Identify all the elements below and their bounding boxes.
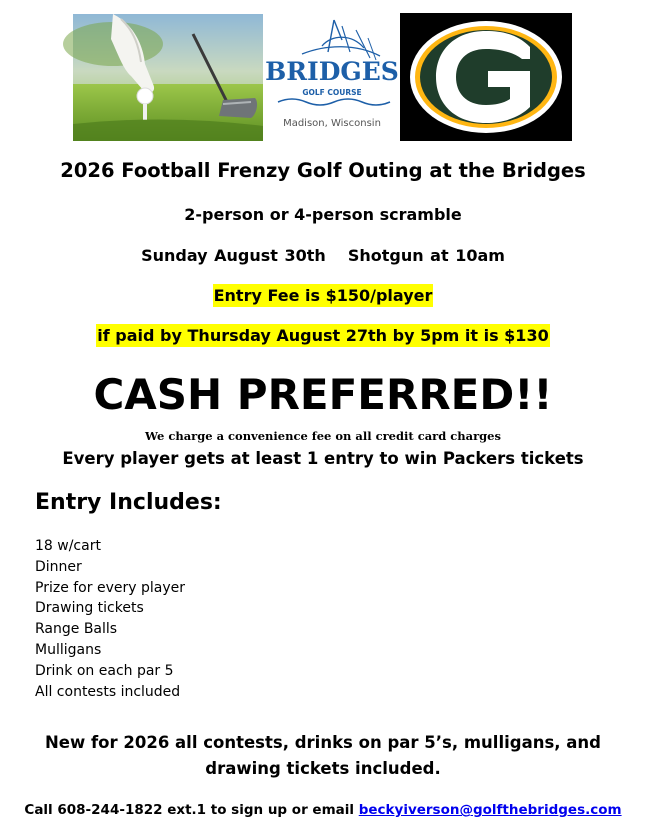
packers-g-logo-icon <box>400 13 572 141</box>
contact-line <box>0 802 646 818</box>
golf-club-ball-tee-photo-icon <box>73 14 263 141</box>
list-item: Prize for every player <box>35 579 185 596</box>
list-item: All contests included <box>35 683 181 700</box>
packers-tickets-note: Every player gets at least 1 entry to win Packers tickets <box>62 449 584 468</box>
early-fee-highlight: if paid by Thursday August 27th by 5pm it is $130 <box>97 326 549 345</box>
golf-photo <box>73 14 263 141</box>
list-item: 18 w/cart <box>35 538 101 554</box>
contact-email-link[interactable]: beckyiverson@golfthebridges.com <box>358 802 622 818</box>
entry-fee <box>0 286 646 305</box>
cash-preferred: CASH PREFERRED!! <box>93 370 553 419</box>
bridges-logo-sub: GOLF COURSE <box>302 88 362 97</box>
list-item: Dinner <box>35 558 82 575</box>
new-note-line2: drawing tickets included. <box>205 759 441 778</box>
entry-fee-highlight: Entry Fee is $150/player <box>213 286 433 305</box>
credit-card-note: We charge a convenience fee on all credit card charges <box>145 429 501 443</box>
bridges-golf-course-logo <box>265 16 399 140</box>
list-item: Drink on each par 5 <box>35 662 174 679</box>
event-date: Sunday August 30th <box>141 246 326 265</box>
contact-text: Call 608-244-1822 ext.1 to sign up or email <box>24 802 359 818</box>
includes-heading: Entry Includes: <box>35 490 222 515</box>
new-for-2026-note <box>0 730 646 782</box>
list-item: Range Balls <box>35 621 118 638</box>
list-item: Drawing tickets <box>35 600 144 617</box>
includes-list <box>35 536 185 702</box>
new-note-line1: New for 2026 all contests, drinks on par 5’s, mulligans, and <box>45 733 601 752</box>
bridges-logo-name: BRIDGES <box>265 57 399 86</box>
packers-logo <box>400 13 572 141</box>
event-shotgun: Shotgun at 10am <box>347 246 505 265</box>
event-date-line <box>0 246 646 265</box>
early-fee <box>0 326 646 345</box>
event-format: 2-person or 4-person scramble <box>184 205 462 224</box>
list-item: Mulligans <box>35 641 102 658</box>
event-title: 2026 Football Frenzy Golf Outing at the Bridges <box>60 159 586 182</box>
bridges-logo-location: Madison, Wisconsin <box>283 118 381 129</box>
